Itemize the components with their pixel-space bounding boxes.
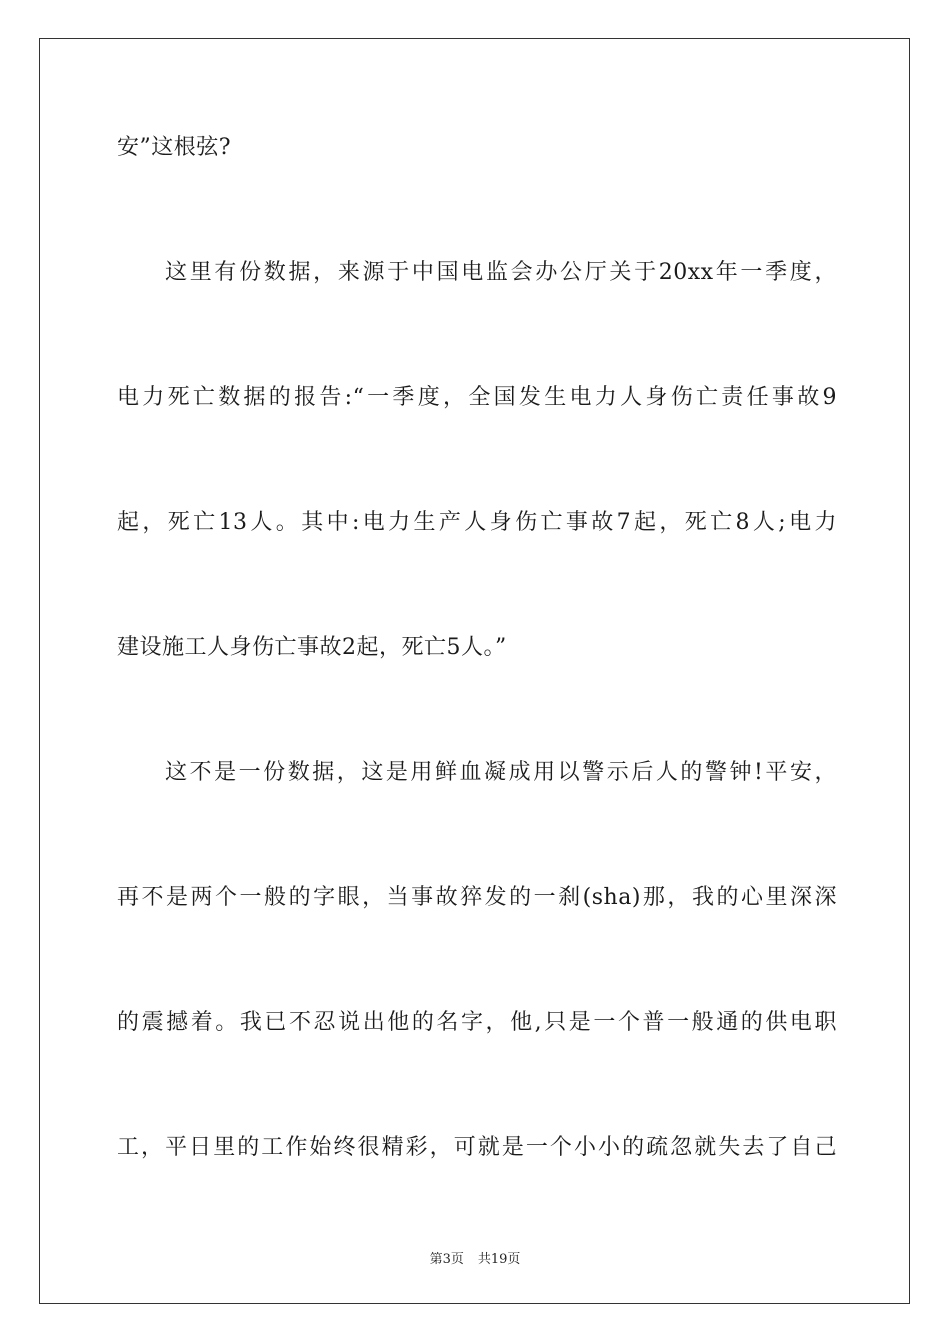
text-line-8: 的震撼着。我已不忍说出他的名字，他,只是一个普一般通的供电职 [117,1010,837,1035]
page-number: 第3页 [429,1252,464,1267]
text-line-7: 再不是两个一般的字眼，当事故猝发的一刹(sha)那，我的心里深深 [117,885,837,910]
text-line-9: 工，平日里的工作始终很精彩，可就是一个小小的疏忽就失去了自己 [117,1135,837,1160]
page-border [39,38,910,1304]
text-line-1: 安”这根弦? [117,135,232,160]
text-line-6: 这不是一份数据，这是用鲜血凝成用以警示后人的警钟!平安， [165,760,837,785]
text-line-2: 这里有份数据，来源于中国电监会办公厅关于20xx年一季度， [165,260,837,285]
text-line-5: 建设施工人身伤亡事故2起，死亡5人。” [117,635,507,660]
text-line-4: 起，死亡13人。其中:电力生产人身伤亡事故7起，死亡8人;电力 [117,510,837,535]
text-line-3: 电力死亡数据的报告:“一季度，全国发生电力人身伤亡责任事故9 [117,385,837,410]
page-total: 共19页 [477,1252,521,1267]
page-footer [0,1248,950,1267]
